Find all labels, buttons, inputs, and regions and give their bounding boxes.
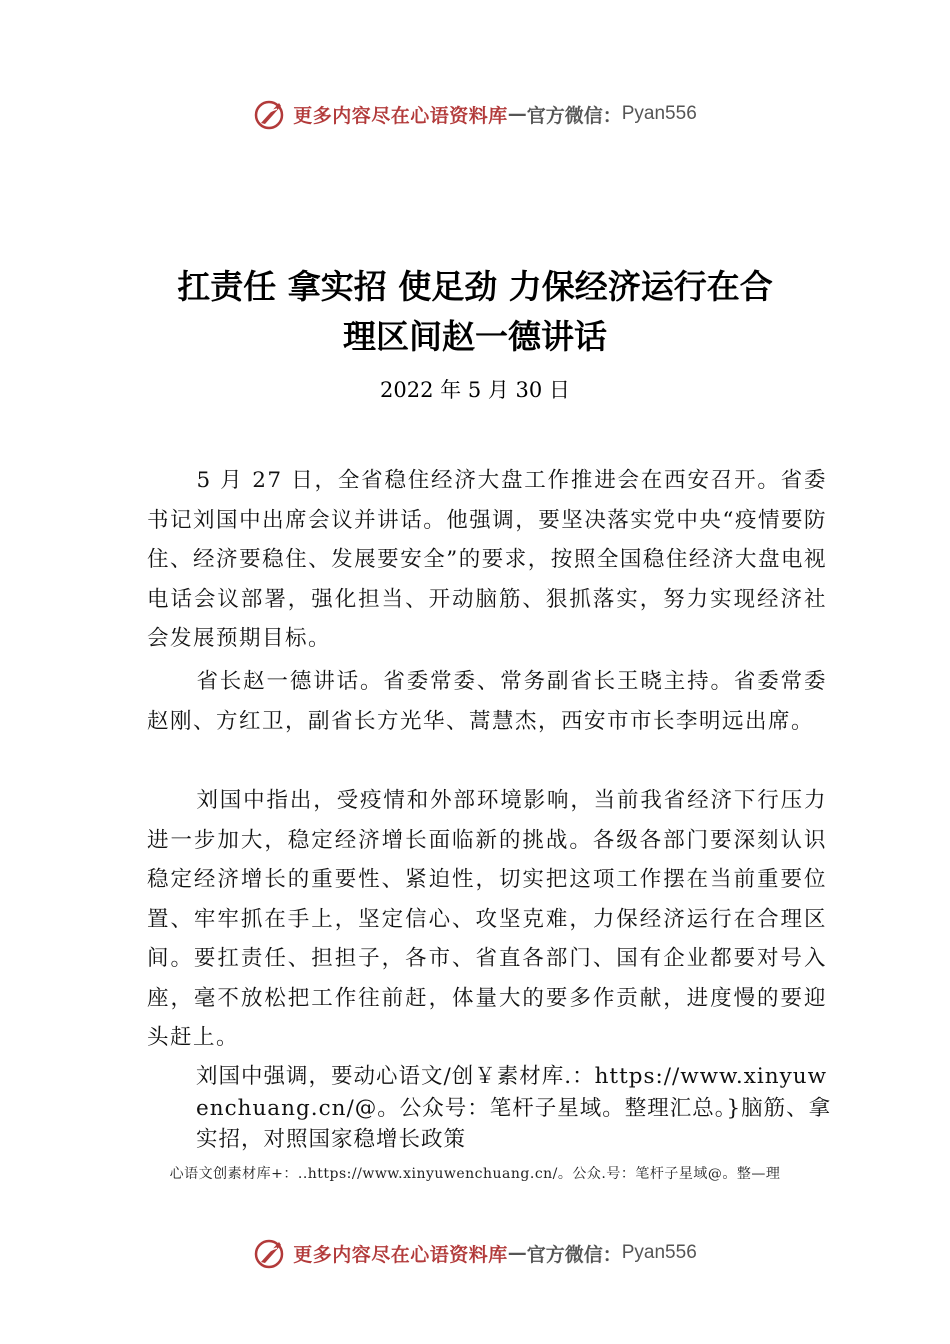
banner-dash: — — [507, 1242, 527, 1264]
banner-label: 官方微信： — [526, 1243, 622, 1266]
paragraph-2: 省长赵一德讲话。省委常委、常务副省长王晓主持。省委常委赵刚、方红卫，副省长方光华、蒿慧杰，西安市市长李明远出席。 — [147, 669, 827, 734]
document-title-line-1: 扛责任 拿实招 使足劲 力保经济运行在合 — [177, 267, 773, 306]
paragraph-1: 5 月 27 日，全省稳住经济大盘工作推进会在西安召开。省委书记刘国中出席会议并讲话。他强调，要坚决落实党中央“疫情要防住、经济要稳住、发展要安全”的要求，按照全国稳住经济大盘电视电话会议部署，强化担当、开动脑筋、狠抓落实，努力实现经济社会发展预期目标。 — [147, 468, 827, 651]
banner-wechat-id: Pyan556 — [621, 103, 697, 124]
banner-wechat-id: Pyan556 — [621, 1242, 697, 1263]
footer-banner — [0, 1233, 950, 1273]
banner-label: 官方微信： — [526, 104, 622, 127]
footer-watermark-text: 心语文创素材库+：..https://www.xinyuwenchuang.cn/。公众.号：笔杆子星域@。整—理 — [169, 1166, 781, 1182]
document-title-line-2: 理区间赵一德讲话 — [343, 317, 607, 356]
banner-dash: — — [507, 103, 527, 125]
quill-logo-icon — [253, 1236, 287, 1270]
document-date: 2022 年 5 月 30 日 — [380, 378, 570, 402]
paragraph-4: 刘国中强调，要动心语文/创￥素材库.：https://www.xinyuwenchuang.cn/@。公众号：笔杆子星域。整理汇总。}脑筋、拿实招，对照国家稳增长政策 — [196, 1064, 832, 1152]
quill-logo-icon — [253, 97, 287, 131]
paragraph-3: 刘国中指出，受疫情和外部环境影响，当前我省经济下行压力进一步加大，稳定经济增长面临新的挑战。各级各部门要深刻认识稳定经济增长的重要性、紧迫性，切实把这项工作摆在当前重要位置、牢牢抓在手上，坚定信心、攻坚克难，力保经济运行在合理区间。要扛责任、担担子，各市、省直各部门、国有企业都要对号入座，毫不放松把工作往前赶，体量大的要多作贡献，进度慢的要迎头赶上。 — [147, 788, 827, 1050]
header-banner — [0, 94, 950, 134]
banner-prefix: 更多内容尽在心语资料库 — [293, 104, 508, 127]
banner-prefix: 更多内容尽在心语资料库 — [293, 1243, 508, 1266]
